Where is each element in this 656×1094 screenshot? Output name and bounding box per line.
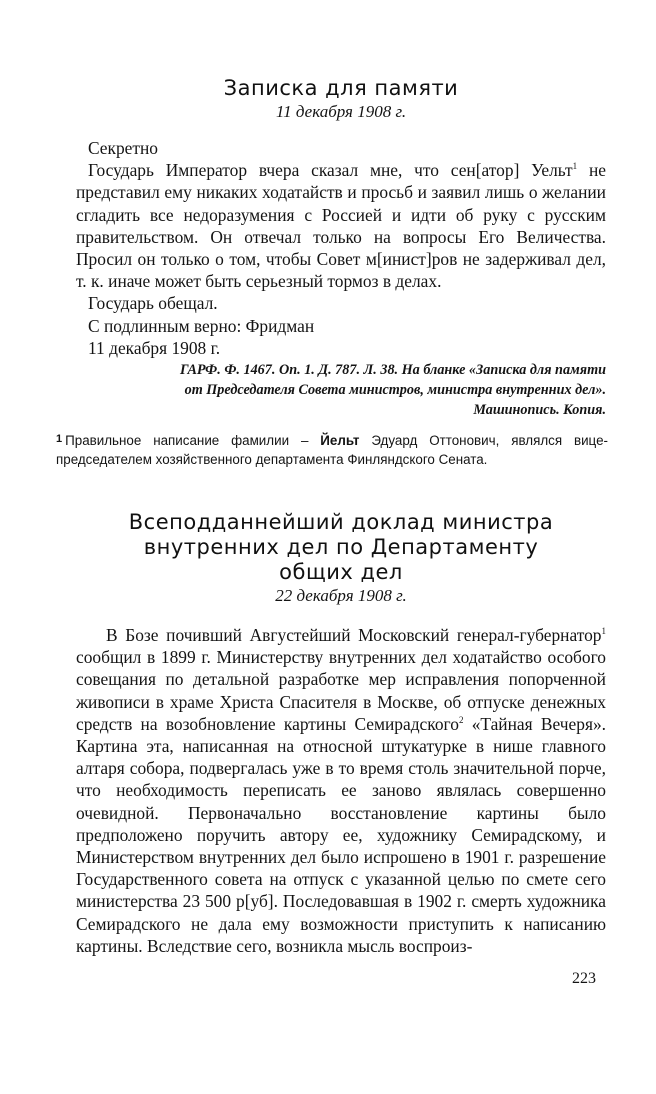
source-line-2: от Председателя Совета министров, министра внутренних дел». xyxy=(184,382,606,398)
section2-text-part-3: «Тайная Вечеря». Картина эта, написанная на относной штукатурке в нише главного алтаря собора, подвергалась уже в то время столь значительной порче, что необходимость переписать ее заново являлась совершенно очевидной. Первоначально восстановление картины было предположено поручить автору ее, художнику Семирадскому, и Министерством внутренних дел было испрошено в 1901 г. разрешение Государственного совета на отпуск с указанной целью по смете сего министерства 23 500 р[уб]. Последовавшая в 1902 г. смерть художника Семирадского не дала ему возможности приступить к написанию картины. Вследствие сего, возникла мысль воспроиз- xyxy=(76,713,606,956)
section1-body xyxy=(76,137,606,359)
source-line-1: ГАРФ. Ф. 1467. Оп. 1. Д. 787. Л. 38. На бланке «Записка для памяти xyxy=(179,362,606,378)
section1-date: 11 декабря 1908 г. xyxy=(275,102,407,121)
footnote-text-before: Правильное написание фамилии – xyxy=(65,433,321,448)
section1-text-after-note: не представил ему никаких ходатайств и просьб и заявил лишь о желании сгладить все недоразумения с Россией и идти об руку с русским правительством. Он отвечал только на вопросы Его Величества. Просил он только о том, чтобы Совет м[инист]ров не задерживал дел, т. к. иначе может быть серьезный тормоз в делах. xyxy=(76,160,606,292)
section1-header xyxy=(76,76,606,122)
section1-note-ref: 1 xyxy=(572,161,578,172)
footnote-text-after: Эдуард Оттонович, являлся вице-председателем хозяйственного департамента Финляндского Сената. xyxy=(56,433,608,467)
footnote-number: 1 xyxy=(56,433,63,445)
page-number: 223 xyxy=(572,970,596,987)
section1-text-before-note: Государь Император вчера сказал мне, что сен[атор] Уельт xyxy=(88,160,573,181)
section2-paragraph xyxy=(76,624,606,957)
certified-line: С подлинным верно: Фридман xyxy=(88,315,315,336)
section2-header xyxy=(76,510,606,606)
source-line-3: Машинопись. Копия. xyxy=(473,402,606,418)
section1-paragraph xyxy=(76,159,606,292)
secret-marking: Секретно xyxy=(88,138,158,158)
section2-note-ref-2: 2 xyxy=(458,714,464,725)
section2-title-line-3: общих дел xyxy=(279,560,403,584)
section2-note-ref-1: 1 xyxy=(601,626,606,636)
section1-title: Записка для памяти xyxy=(223,76,459,100)
promise-line: Государь обещал. xyxy=(88,293,218,314)
section2-title-line-1: Всеподданнейший доклад министра xyxy=(128,510,554,534)
section2-title-line-2: внутренних дел по Департаменту xyxy=(143,535,539,559)
footnote xyxy=(56,430,608,469)
section2-text-part-2: сообщил в 1899 г. Министерству внутренних дел ходатайство особого совещания по детальной разработке мер исправления попорченной живописи в храме Христа Спасителя в Москве, об отпуске денежных средств на возобновление картины Семирадского xyxy=(76,647,606,734)
section2-body xyxy=(76,624,606,957)
section2-date: 22 декабря 1908 г. xyxy=(275,586,407,605)
archive-source xyxy=(76,360,606,420)
certified-date: 11 декабря 1908 г. xyxy=(88,337,221,358)
footnote-name: Йельт xyxy=(320,433,360,448)
section2-text-part-1: В Бозе почивший Августейший Московский генерал-губернатор xyxy=(106,625,602,645)
